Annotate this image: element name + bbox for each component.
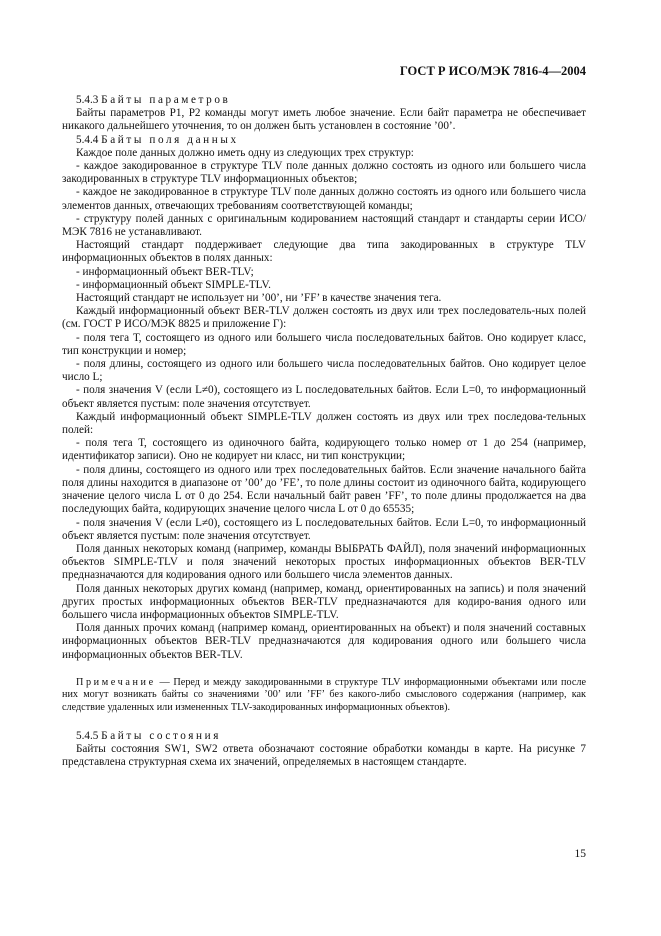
note (62, 677, 586, 714)
paragraph: Каждое поле данных должно иметь одну из следующих трех структур: (76, 146, 414, 159)
list-item: - каждое закодированное в структуре TLV поле данных должно состоять из одного или большего числа закодированных в структуре TLV информационных объектов; (62, 160, 586, 186)
list-item: - поля длины, состоящего из одного или большего числа последовательных байтов. Оно кодирует целое число L; (62, 358, 586, 384)
section-number: 5.4.4 (76, 133, 99, 146)
paragraph: Настоящий стандарт не использует ни ’00’, ни ’FF’ в качестве значения тега. (76, 292, 442, 305)
document-header: ГОСТ Р ИСО/МЭК 7816-4—2004 (399, 64, 586, 78)
paragraph: Поля данных некоторых других команд (например, команд, ориентированных на запись) и поля значений других простых информационных объектов BER-TLV предназначаются для кодиро-вания одного или большего числа информационных объектов SIMPLE-TLV. (62, 582, 586, 621)
paragraph: Каждый информационный объект BER-TLV должен состоять из двух или трех последователь-ных полей (см. ГОСТ Р ИСО/МЭК 8825 и приложение Г): (62, 305, 586, 331)
section-heading-5-4-3 (62, 94, 586, 107)
section-title: Байты параметров (101, 94, 231, 106)
note-text: — Перед и между закодированными в структуре TLV информационными объектами или после них могут возникать байты со значениями ’00’ или ’FF’ без какого-либо смыслового содержания (например, как следствие удаленных или измененных TLV-закодированных информационных объектов). (62, 676, 586, 713)
page-number: 15 (574, 848, 586, 860)
paragraph: Байты состояния SW1, SW2 ответа обозначают состояние обработки команды в карте. На рисунке 7 представлена структурная схема их значений, определяемых в настоящем стандарте. (62, 743, 586, 769)
list-item: - поля тега Т, состоящего из одного или большего числа последовательных байтов. Оно кодирует класс, тип конструкции и номер; (62, 331, 586, 357)
page-content (62, 94, 586, 770)
list-item: - поля тега Т, состоящего из одиночного байта, кодирующего только номер от 1 до 254 (например, идентификатор записи). Оно не кодирует ни класс, ни тип конструкции; (62, 437, 586, 463)
list-item: - структуру полей данных с оригинальным кодированием настоящий стандарт и стандарты серии ИСО/МЭК 7816 не устанавливают. (62, 212, 586, 239)
section-title: Байты поля данных (101, 133, 239, 146)
paragraph: Каждый информационный объект SIMPLE-TLV должен состоять из двух или трех последова-тельных полей: (62, 410, 586, 437)
list-item: - поля значения V (если L≠0), состоящего из L последовательных байтов. Если L=0, то информационный объект является пустым: поле значения отсутствует. (62, 384, 586, 410)
list-item: - поля значения V (если L≠0), состоящего из L последовательных байтов. Если L=0, то информационный объект является пустым: поле значения отсутствует. (62, 516, 586, 542)
section-title: Байты состояния (101, 729, 221, 742)
section-number: 5.4.5 (76, 729, 99, 742)
list-item: - информационный объект SIMPLE-TLV. (76, 278, 271, 291)
section-heading-5-4-5 (62, 730, 586, 743)
paragraph: Поля данных некоторых команд (например, команды ВЫБРАТЬ ФАЙЛ), поля значений информационных объектов SIMPLE-TLV и поля значений некоторых простых информационных объектов BER-TLV предназначаются для кодирования одного или большего числа элементов данных. (62, 542, 586, 582)
list-item: - информационный объект BER-TLV; (76, 265, 254, 278)
paragraph: Поля данных прочих команд (например команд, ориентированных на объект) и поля значений составных информационных объектов BER-TLV предназначаются для кодирования одного или большего числа информационных объектов BER-TLV. (62, 622, 586, 661)
list-item: - каждое не закодированное в структуре TLV поле данных должно состоять из одного или большего числа элементов данных, отвечающих требованиям соответствующей команды; (62, 186, 586, 212)
paragraph: Байты параметров P1, P2 команды могут иметь любое значение. Если байт параметра не обеспечивает никакого дальнейшего уточнения, то он должен быть установлен в состояние ’00’. (62, 107, 586, 133)
list-item: - поля длины, состоящего из одного или трех последовательных байтов. Если значение начального байта поля длины находится в диапазоне от ’00’ до ’FE’, то поле длины состоит из одиночного байта, кодирующего значение целого числа L от 0 до 254. Если начальный байт равен ’FF’, то поле длины продолжается на два последующих байта, кодирующих значение целого числа L от 0 до 65535; (62, 463, 586, 516)
section-number: 5.4.3 (76, 94, 99, 106)
section-heading-5-4-4 (62, 134, 586, 147)
note-label: Примечание (76, 676, 156, 688)
paragraph: Настоящий стандарт поддерживает следующие два типа закодированных в структуре TLV информационных объектов в полях данных: (62, 239, 586, 265)
